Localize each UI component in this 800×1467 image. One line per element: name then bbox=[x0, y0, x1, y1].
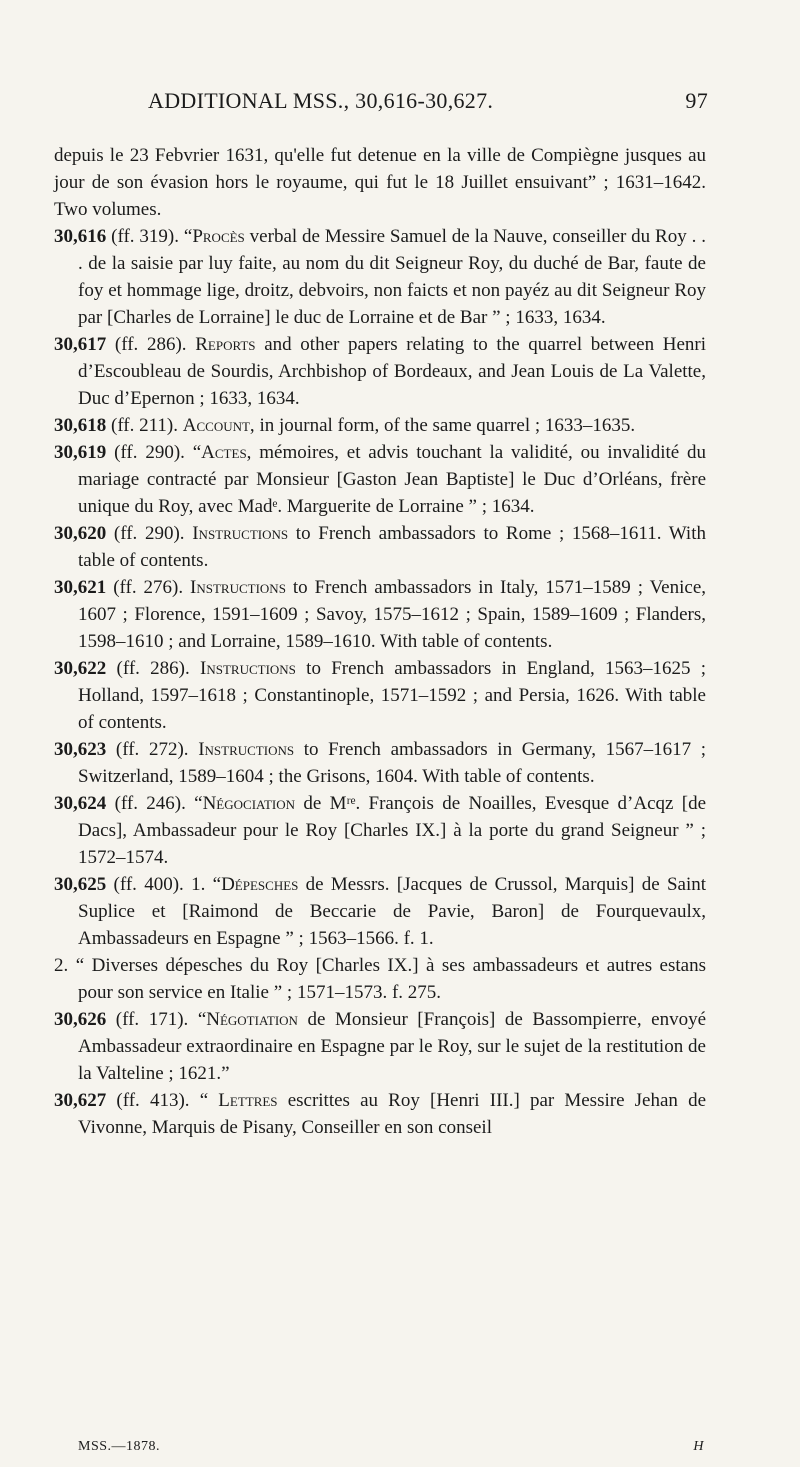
folio-count: (ff. 290). bbox=[114, 442, 185, 463]
header-title: ADDITIONAL MSS., 30,616-30,627. bbox=[148, 88, 494, 113]
folio-count: (ff. 286). bbox=[114, 334, 187, 355]
entry-keyword: Instructions bbox=[190, 577, 286, 598]
folio-count: (ff. 319). bbox=[111, 226, 179, 247]
entry-text: to French ambassadors to Rome ; 1568–1611. With table of contents. bbox=[78, 523, 706, 571]
entry-number: 30,618 bbox=[54, 415, 107, 436]
catalogue-entry bbox=[54, 331, 706, 412]
catalogue-entry bbox=[54, 574, 706, 655]
entry-text: escrittes au Roy [Henri III.] par Messire Jehan de Vivonne, Marquis de Pisany, Conseiller en son conseil bbox=[78, 1090, 706, 1138]
entry-keyword: “Actes, bbox=[192, 442, 252, 463]
entry-keyword: Instructions bbox=[200, 658, 296, 679]
folio-count: (ff. 211). bbox=[111, 415, 179, 436]
entry-keyword: 1. “Dépesches bbox=[191, 874, 299, 895]
catalogue-entry bbox=[54, 1087, 706, 1141]
entry-number: 30,626 bbox=[54, 1009, 107, 1030]
page-body bbox=[54, 142, 706, 1141]
entry-number: 30,627 bbox=[54, 1090, 107, 1111]
entry-keyword: “Négotiation bbox=[197, 1009, 298, 1030]
entry-number: 30,624 bbox=[54, 793, 107, 814]
entry-keyword: “Négociation bbox=[194, 793, 296, 814]
continuation-text: depuis le 23 Febvrier 1631, qu'elle fut detenue en la ville de Compiègne jusques au jour de son évasion hors le royaume, qui fut le 18 Juillet ensuivant” ; 1631–1642. Two volumes. bbox=[54, 145, 706, 220]
entry-text: de Monsieur [François] de Bassompierre, envoyé Ambassadeur extraordinaire en Espagne par le Roy, sur le sujet de la restitution de la Valteline ; 1621.” bbox=[78, 1009, 706, 1084]
entry-text: 2. “ Diverses dépesches du Roy [Charles IX.] à ses ambassadeurs et autres estans pour son service en Italie ” ; 1571–1573. f. 275. bbox=[54, 955, 706, 1003]
entry-text: and other papers relating to the quarrel between Henri d’Escoubleau de Sourdis, Archbishop of Bordeaux, and Jean Louis de La Valette, Duc d’Epernon ; 1633, 1634. bbox=[78, 334, 706, 409]
folio-count: (ff. 272). bbox=[115, 739, 189, 760]
entry-text: verbal de Messire Samuel de la Nauve, conseiller du Roy . . . de la saisie par luy faite, au nom du dit Seigneur Roy, du duché de Bar, faute de foy et hommage lige, droitz, debvoirs, non faicts et non payéz au dit Seigneur Roy par [Charles de Lorraine] le duc de Lorraine et de Bar ” ; 1633, 1634. bbox=[78, 226, 707, 328]
entry-keyword: “Procès bbox=[183, 226, 245, 247]
entry-number: 30,622 bbox=[54, 658, 107, 679]
entry-number: 30,625 bbox=[54, 874, 107, 895]
entry-number: 30,619 bbox=[54, 442, 107, 463]
catalogue-entry bbox=[54, 736, 706, 790]
catalogue-entry bbox=[54, 1006, 706, 1087]
entry-text: mémoires, et advis touchant la validité, ou invalidité du mariage contracté par Monsieur [Gaston Jean Baptiste] le Duc d’Orléans, frère unique du Roy, avec Madᵉ. Marguerite de Lorraine ” ; 1634. bbox=[78, 442, 707, 517]
folio-count: (ff. 290). bbox=[113, 523, 185, 544]
entry-number: 30,621 bbox=[54, 577, 107, 598]
entry-keyword: Reports bbox=[195, 334, 256, 355]
catalogue-entry bbox=[54, 871, 706, 952]
catalogue-subentry bbox=[54, 952, 706, 1006]
entry-number: 30,620 bbox=[54, 523, 107, 544]
catalogue-entry bbox=[54, 439, 706, 520]
folio-count: (ff. 400). bbox=[113, 874, 184, 895]
catalogue-entry bbox=[54, 655, 706, 736]
entry-text: to French ambassadors in Italy, 1571–1589 ; Venice, 1607 ; Florence, 1591–1609 ; Savoy, 1575–1612 ; Spain, 1589–1609 ; Flanders, 1598–1610 ; and Lorraine, 1589–1610. With table of contents. bbox=[78, 577, 707, 652]
entry-text: to French ambassadors in Germany, 1567–1617 ; Switzerland, 1589–1604 ; the Grisons, 1604. With table of contents. bbox=[78, 739, 707, 787]
folio-count: (ff. 276). bbox=[113, 577, 184, 598]
entry-number: 30,623 bbox=[54, 739, 107, 760]
folio-count: (ff. 171). bbox=[115, 1009, 189, 1030]
entry-number: 30,617 bbox=[54, 334, 107, 355]
entry-text: to French ambassadors in England, 1563–1625 ; Holland, 1597–1618 ; Constantinople, 1571–1592 ; and Persia, 1626. With table of contents. bbox=[78, 658, 707, 733]
entry-text: in journal form, of the same quarrel ; 1633–1635. bbox=[254, 415, 636, 436]
entry-keyword: Instructions bbox=[192, 523, 289, 544]
catalogue-entry bbox=[54, 790, 706, 871]
folio-count: (ff. 246). bbox=[114, 793, 186, 814]
folio-count: (ff. 286). bbox=[116, 658, 190, 679]
entry-keyword: Instructions bbox=[198, 739, 295, 760]
page-number: 97 bbox=[685, 88, 708, 113]
catalogue-entry bbox=[54, 223, 706, 331]
entry-keyword: “ Lettres bbox=[199, 1090, 278, 1111]
catalogue-entry bbox=[54, 412, 706, 439]
catalogue-entry bbox=[54, 520, 706, 574]
signature-mark: MSS.—1878. bbox=[78, 1439, 161, 1454]
gathering-mark: H bbox=[693, 1439, 704, 1454]
folio-count: (ff. 413). bbox=[116, 1090, 190, 1111]
entry-keyword: Account, bbox=[182, 415, 255, 436]
entry-text: de Messrs. [Jacques de Crussol, Marquis] de Saint Suplice et [Raimond de Beccarie de Pavie, Baron] de Fourquevaulx, Ambassadeurs en Espagne ” ; 1563–1566. f. 1. bbox=[78, 874, 707, 949]
entry-number: 30,616 bbox=[54, 226, 107, 247]
entry-text: de Mʳᵉ. François de Noailles, Evesque d’Acqz [de Dacs], Ambassadeur pour le Roy [Charles IX.] à la porte du grand Seigneur ” ; 1572–1574. bbox=[78, 793, 707, 868]
